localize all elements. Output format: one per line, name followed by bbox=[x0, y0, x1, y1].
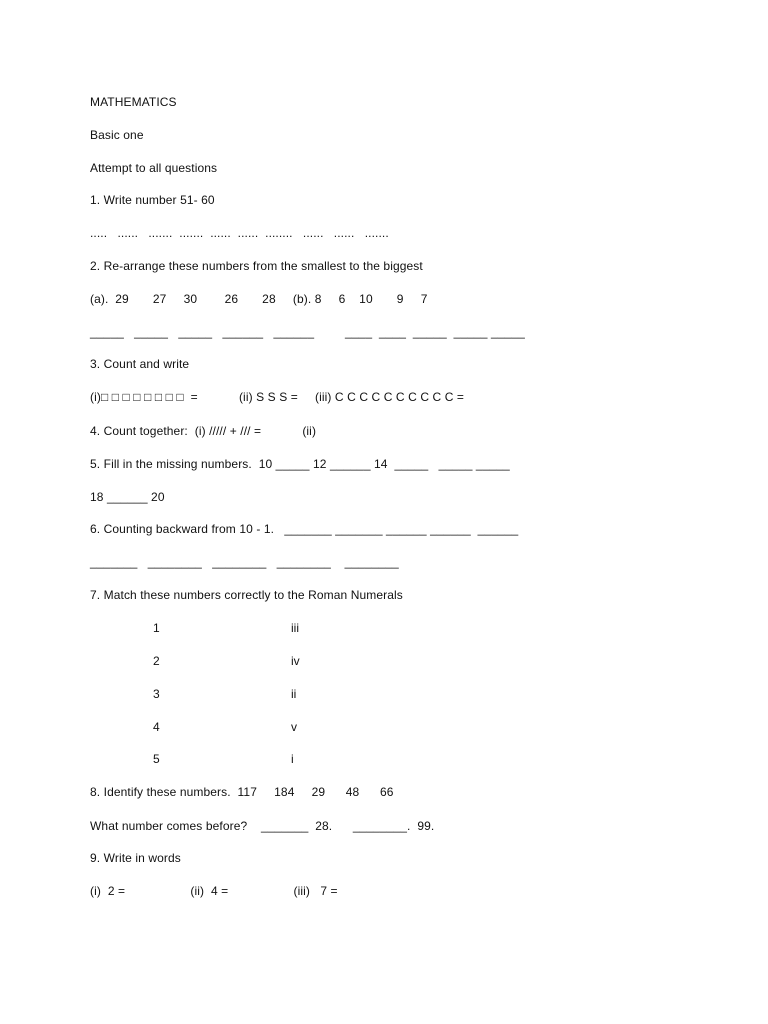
question-5-continued: 18 ______ 20 bbox=[90, 490, 165, 504]
question-7: 7. Match these numbers correctly to the Roman Numerals bbox=[90, 588, 403, 602]
question-2: 2. Re-arrange these numbers from the smallest to the biggest bbox=[90, 259, 423, 273]
question-4: 4. Count together: (i) ///// + /// = (ii) bbox=[90, 424, 317, 438]
question-3-items: (i)□ □ □ □ □ □ □ □ = (ii) S S S = (iii) C C C C C C C C C C = bbox=[90, 390, 465, 404]
question-2-blanks: _____ _____ _____ ______ ______ ____ ____ _____ _____ _____ bbox=[90, 325, 525, 339]
question-1-blanks: ..... ...... ....... ....... ...... ...... ........ ...... ...... ....... bbox=[90, 226, 389, 240]
question-8-before: What number comes before? _______ 28. ________. 99. bbox=[90, 819, 435, 833]
subject-title: MATHEMATICS bbox=[90, 95, 177, 109]
level-label: Basic one bbox=[90, 128, 144, 142]
question-9: 9. Write in words bbox=[90, 851, 181, 865]
question-2-numbers: (a). 29 27 30 26 28 (b). 8 6 10 9 7 bbox=[90, 292, 428, 306]
question-1: 1. Write number 51- 60 bbox=[90, 193, 215, 207]
match-roman: ii bbox=[291, 687, 297, 701]
match-number: 5 bbox=[153, 752, 160, 766]
question-5: 5. Fill in the missing numbers. 10 _____ 12 ______ 14 _____ _____ _____ bbox=[90, 457, 510, 471]
question-8: 8. Identify these numbers. 117 184 29 48 66 bbox=[90, 785, 394, 799]
question-3: 3. Count and write bbox=[90, 357, 190, 371]
match-number: 3 bbox=[153, 687, 160, 701]
match-number: 4 bbox=[153, 720, 160, 734]
instruction-text: Attempt to all questions bbox=[90, 161, 218, 175]
question-9-items: (i) 2 = (ii) 4 = (iii) 7 = bbox=[90, 884, 338, 898]
question-6: 6. Counting backward from 10 - 1. _______ _______ ______ ______ ______ bbox=[90, 522, 519, 536]
match-roman: iii bbox=[291, 621, 299, 635]
match-roman: v bbox=[291, 720, 297, 734]
match-roman: iv bbox=[291, 654, 300, 668]
match-number: 1 bbox=[153, 621, 160, 635]
match-number: 2 bbox=[153, 654, 160, 668]
match-roman: i bbox=[291, 752, 294, 766]
question-6-blanks: _______ ________ ________ ________ ________ bbox=[90, 555, 399, 569]
